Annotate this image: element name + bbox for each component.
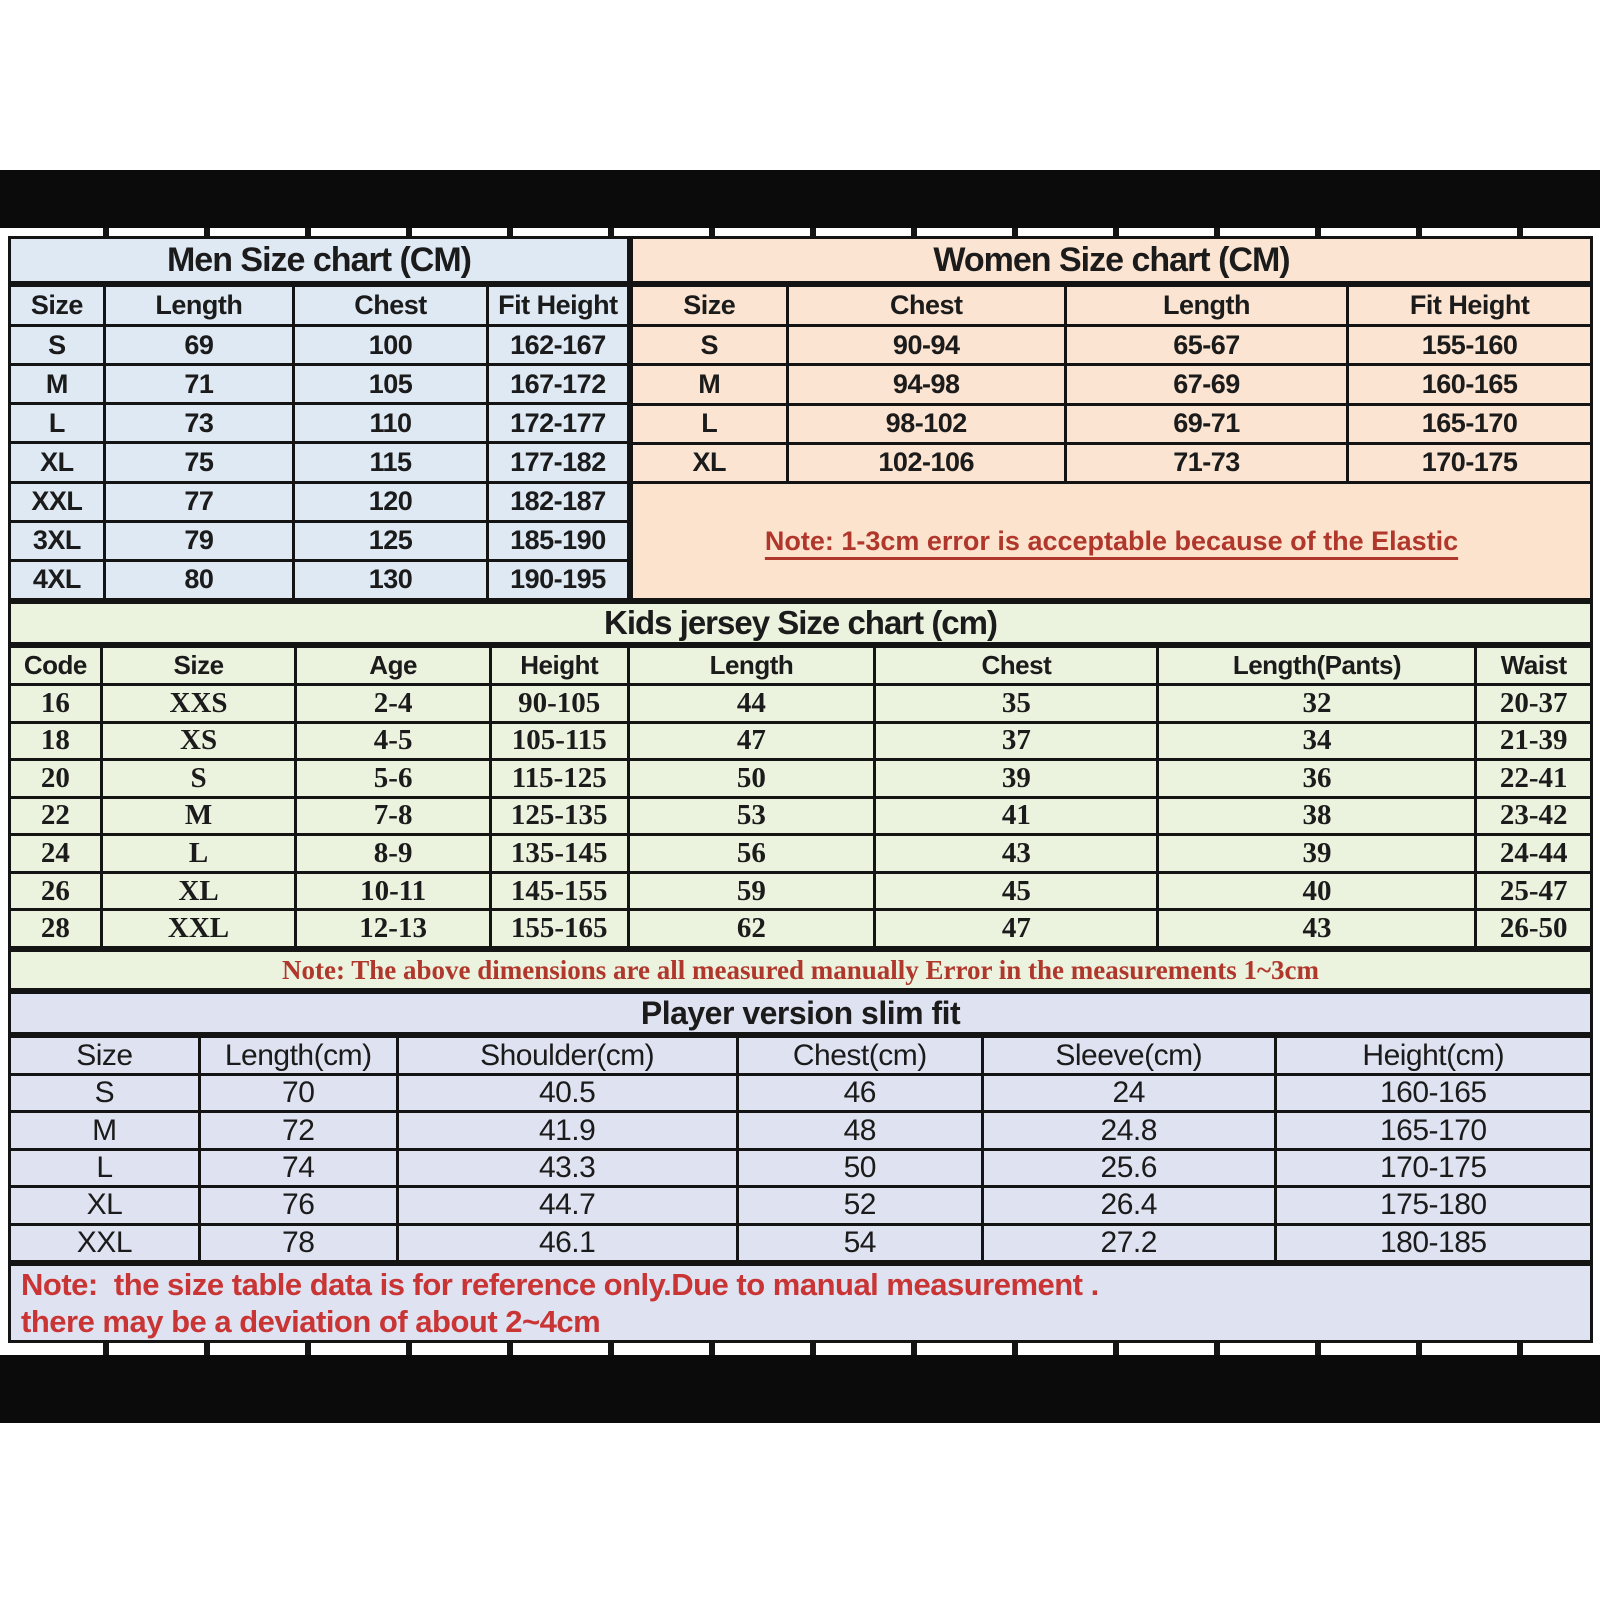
kids-cell: 16 (10, 685, 102, 723)
player-cell: XL (10, 1187, 200, 1224)
women-col-fit-height: Fit Height (1348, 286, 1592, 326)
women-cell: 165-170 (1348, 404, 1592, 443)
kids-cell: 28 (10, 910, 102, 948)
player-cell: 165-170 (1275, 1112, 1591, 1149)
men-cell: 185-190 (487, 521, 628, 560)
men-row-3XL (10, 521, 629, 560)
men-cell: 4XL (10, 560, 105, 599)
men-row-4XL (10, 560, 629, 599)
men-cell: 3XL (10, 521, 105, 560)
men-cell: 115 (294, 443, 488, 482)
kids-row-28 (10, 910, 1592, 948)
kids-row-22 (10, 797, 1592, 835)
reference-note-line2: there may be a deviation of about 2~4cm (21, 1304, 601, 1339)
kids-col-size: Size (101, 647, 296, 685)
kids-row-18 (10, 722, 1592, 760)
women-col-length: Length (1065, 286, 1347, 326)
women-cell: 160-165 (1348, 365, 1592, 404)
kids-cell: 5-6 (296, 760, 491, 798)
women-cell: XL (632, 443, 788, 482)
spreadsheet-top-cell-strip (8, 228, 1593, 236)
men-cell: S (10, 326, 105, 365)
player-row-L (10, 1149, 1592, 1186)
player-cell: 26.4 (982, 1187, 1275, 1224)
men-cell: 80 (104, 560, 293, 599)
player-cell: 40.5 (397, 1075, 737, 1112)
kids-col-length: Length (628, 647, 875, 685)
kids-cell: M (101, 797, 296, 835)
kids-cell: 4-5 (296, 722, 491, 760)
kids-size-table (8, 645, 1593, 949)
men-cell: 77 (104, 482, 293, 521)
kids-cell: 21-39 (1476, 722, 1592, 760)
men-cell: 125 (294, 521, 488, 560)
women-row-M (632, 365, 1592, 404)
men-cell: 69 (104, 326, 293, 365)
men-cell: 162-167 (487, 326, 628, 365)
kids-size-chart-section (8, 601, 1593, 949)
player-cell: M (10, 1112, 200, 1149)
player-cell: S (10, 1075, 200, 1112)
women-size-chart-section (630, 236, 1593, 601)
kids-cell: 62 (628, 910, 875, 948)
kids-cell: 23-42 (1476, 797, 1592, 835)
men-cell: 190-195 (487, 560, 628, 599)
kids-cell: 8-9 (296, 835, 491, 873)
kids-cell: 22 (10, 797, 102, 835)
men-row-XL (10, 443, 629, 482)
player-row-S (10, 1075, 1592, 1112)
kids-cell: 135-145 (490, 835, 628, 873)
kids-cell: 26-50 (1476, 910, 1592, 948)
player-version-table (8, 1035, 1593, 1263)
kids-cell: 59 (628, 872, 875, 910)
kids-cell: 7-8 (296, 797, 491, 835)
player-cell: 41.9 (397, 1112, 737, 1149)
kids-cell: 32 (1158, 685, 1476, 723)
kids-cell: 22-41 (1476, 760, 1592, 798)
player-cell: 180-185 (1275, 1224, 1591, 1261)
kids-cell: 155-165 (490, 910, 628, 948)
kids-row-16 (10, 685, 1592, 723)
kids-cell: 18 (10, 722, 102, 760)
men-col-length: Length (104, 286, 293, 326)
men-row-XXL (10, 482, 629, 521)
kids-cell: S (101, 760, 296, 798)
kids-cell: 56 (628, 835, 875, 873)
player-version-section (8, 991, 1593, 1263)
men-col-size: Size (10, 286, 105, 326)
player-col-chest-cm-: Chest(cm) (737, 1037, 982, 1075)
kids-col-height: Height (490, 647, 628, 685)
kids-cell: 43 (875, 835, 1158, 873)
women-row-L (632, 404, 1592, 443)
player-cell: 70 (199, 1075, 397, 1112)
kids-cell: 105-115 (490, 722, 628, 760)
kids-cell: 145-155 (490, 872, 628, 910)
player-cell: 46 (737, 1075, 982, 1112)
kids-cell: 50 (628, 760, 875, 798)
kids-cell: 20 (10, 760, 102, 798)
women-cell: M (632, 365, 788, 404)
kids-cell: 35 (875, 685, 1158, 723)
player-cell: 48 (737, 1112, 982, 1149)
women-cell: 98-102 (787, 404, 1065, 443)
kids-cell: 36 (1158, 760, 1476, 798)
kids-cell: 2-4 (296, 685, 491, 723)
player-version-title: Player version slim fit (8, 991, 1593, 1035)
kids-cell: 12-13 (296, 910, 491, 948)
kids-cell: 25-47 (1476, 872, 1592, 910)
kids-cell: 44 (628, 685, 875, 723)
player-cell: 44.7 (397, 1187, 737, 1224)
kids-cell: 38 (1158, 797, 1476, 835)
kids-col-chest: Chest (875, 647, 1158, 685)
kids-cell: 125-135 (490, 797, 628, 835)
kids-cell: 53 (628, 797, 875, 835)
kids-cell: 37 (875, 722, 1158, 760)
kids-cell: XXS (101, 685, 296, 723)
men-col-chest: Chest (294, 286, 488, 326)
men-cell: L (10, 404, 105, 443)
men-cell: 71 (104, 365, 293, 404)
kids-cell: 24-44 (1476, 835, 1592, 873)
men-cell: 100 (294, 326, 488, 365)
kids-header-row (10, 647, 1592, 685)
men-size-chart-section (8, 236, 630, 601)
kids-cell: 39 (875, 760, 1158, 798)
kids-cell: 39 (1158, 835, 1476, 873)
player-cell: 74 (199, 1149, 397, 1186)
women-row-XL (632, 443, 1592, 482)
kids-cell: L (101, 835, 296, 873)
men-cell: XXL (10, 482, 105, 521)
men-cell: XL (10, 443, 105, 482)
player-cell: XXL (10, 1224, 200, 1261)
kids-cell: 90-105 (490, 685, 628, 723)
kids-cell: 40 (1158, 872, 1476, 910)
women-cell: 155-160 (1348, 326, 1592, 365)
kids-cell: XXL (101, 910, 296, 948)
player-cell: 160-165 (1275, 1075, 1591, 1112)
men-header-row (10, 286, 629, 326)
player-cell: 50 (737, 1149, 982, 1186)
top-black-bar (0, 170, 1600, 228)
kids-cell: 24 (10, 835, 102, 873)
men-cell: 120 (294, 482, 488, 521)
player-row-XXL (10, 1224, 1592, 1261)
women-cell: 71-73 (1065, 443, 1347, 482)
kids-cell: 47 (628, 722, 875, 760)
women-col-chest: Chest (787, 286, 1065, 326)
women-size-table (630, 284, 1593, 484)
kids-cell: 41 (875, 797, 1158, 835)
women-cell: 170-175 (1348, 443, 1592, 482)
kids-row-24 (10, 835, 1592, 873)
reference-note-line1: Note: the size table data is for reference only.Due to manual measurement . (21, 1267, 1099, 1302)
women-cell: 69-71 (1065, 404, 1347, 443)
kids-col-length-pants-: Length(Pants) (1158, 647, 1476, 685)
player-cell: 27.2 (982, 1224, 1275, 1261)
men-cell: 177-182 (487, 443, 628, 482)
men-size-chart-title: Men Size chart (CM) (8, 236, 630, 284)
men-cell: 79 (104, 521, 293, 560)
men-cell: 73 (104, 404, 293, 443)
women-cell: L (632, 404, 788, 443)
kids-cell: 47 (875, 910, 1158, 948)
kids-cell: 34 (1158, 722, 1476, 760)
reference-note (8, 1263, 1593, 1343)
kids-col-waist: Waist (1476, 647, 1592, 685)
spreadsheet-bottom-cell-strip (8, 1343, 1593, 1355)
kids-cell: 45 (875, 872, 1158, 910)
women-col-size: Size (632, 286, 788, 326)
men-cell: 130 (294, 560, 488, 599)
kids-cell: 43 (1158, 910, 1476, 948)
men-cell: 172-177 (487, 404, 628, 443)
men-cell: 105 (294, 365, 488, 404)
kids-measurement-note: Note: The above dimensions are all measured manually Error in the measurements 1~3cm (8, 949, 1593, 991)
player-header-row (10, 1037, 1592, 1075)
kids-row-20 (10, 760, 1592, 798)
kids-cell: 115-125 (490, 760, 628, 798)
player-row-XL (10, 1187, 1592, 1224)
player-col-shoulder-cm-: Shoulder(cm) (397, 1037, 737, 1075)
women-cell: 102-106 (787, 443, 1065, 482)
player-cell: 78 (199, 1224, 397, 1261)
player-cell: 76 (199, 1187, 397, 1224)
men-cell: 182-187 (487, 482, 628, 521)
size-chart-sheet (8, 228, 1593, 1355)
player-cell: 46.1 (397, 1224, 737, 1261)
player-cell: 170-175 (1275, 1149, 1591, 1186)
player-col-sleeve-cm-: Sleeve(cm) (982, 1037, 1275, 1075)
kids-cell: 26 (10, 872, 102, 910)
women-header-row (632, 286, 1592, 326)
kids-cell: XL (101, 872, 296, 910)
men-size-table (8, 284, 630, 601)
women-cell: S (632, 326, 788, 365)
player-cell: 25.6 (982, 1149, 1275, 1186)
player-cell: L (10, 1149, 200, 1186)
player-cell: 43.3 (397, 1149, 737, 1186)
kids-col-code: Code (10, 647, 102, 685)
men-cell: 110 (294, 404, 488, 443)
men-row-L (10, 404, 629, 443)
women-cell: 90-94 (787, 326, 1065, 365)
player-cell: 54 (737, 1224, 982, 1261)
kids-row-26 (10, 872, 1592, 910)
player-cell: 52 (737, 1187, 982, 1224)
player-cell: 72 (199, 1112, 397, 1149)
men-women-row (8, 236, 1593, 601)
kids-col-age: Age (296, 647, 491, 685)
women-cell: 94-98 (787, 365, 1065, 404)
men-row-M (10, 365, 629, 404)
kids-cell: XS (101, 722, 296, 760)
women-size-chart-title: Women Size chart (CM) (630, 236, 1593, 284)
player-row-M (10, 1112, 1592, 1149)
men-row-S (10, 326, 629, 365)
kids-size-chart-title: Kids jersey Size chart (cm) (8, 601, 1593, 645)
men-col-fit-height: Fit Height (487, 286, 628, 326)
player-col-height-cm-: Height(cm) (1275, 1037, 1591, 1075)
kids-cell: 10-11 (296, 872, 491, 910)
kids-cell: 20-37 (1476, 685, 1592, 723)
player-cell: 24 (982, 1075, 1275, 1112)
women-elastic-note: Note: 1-3cm error is acceptable because of the Elastic (630, 484, 1593, 601)
player-cell: 24.8 (982, 1112, 1275, 1149)
player-cell: 175-180 (1275, 1187, 1591, 1224)
women-cell: 67-69 (1065, 365, 1347, 404)
men-cell: 167-172 (487, 365, 628, 404)
bottom-black-bar (0, 1355, 1600, 1423)
player-col-size: Size (10, 1037, 200, 1075)
men-cell: 75 (104, 443, 293, 482)
women-cell: 65-67 (1065, 326, 1347, 365)
player-col-length-cm-: Length(cm) (199, 1037, 397, 1075)
men-cell: M (10, 365, 105, 404)
women-row-S (632, 326, 1592, 365)
